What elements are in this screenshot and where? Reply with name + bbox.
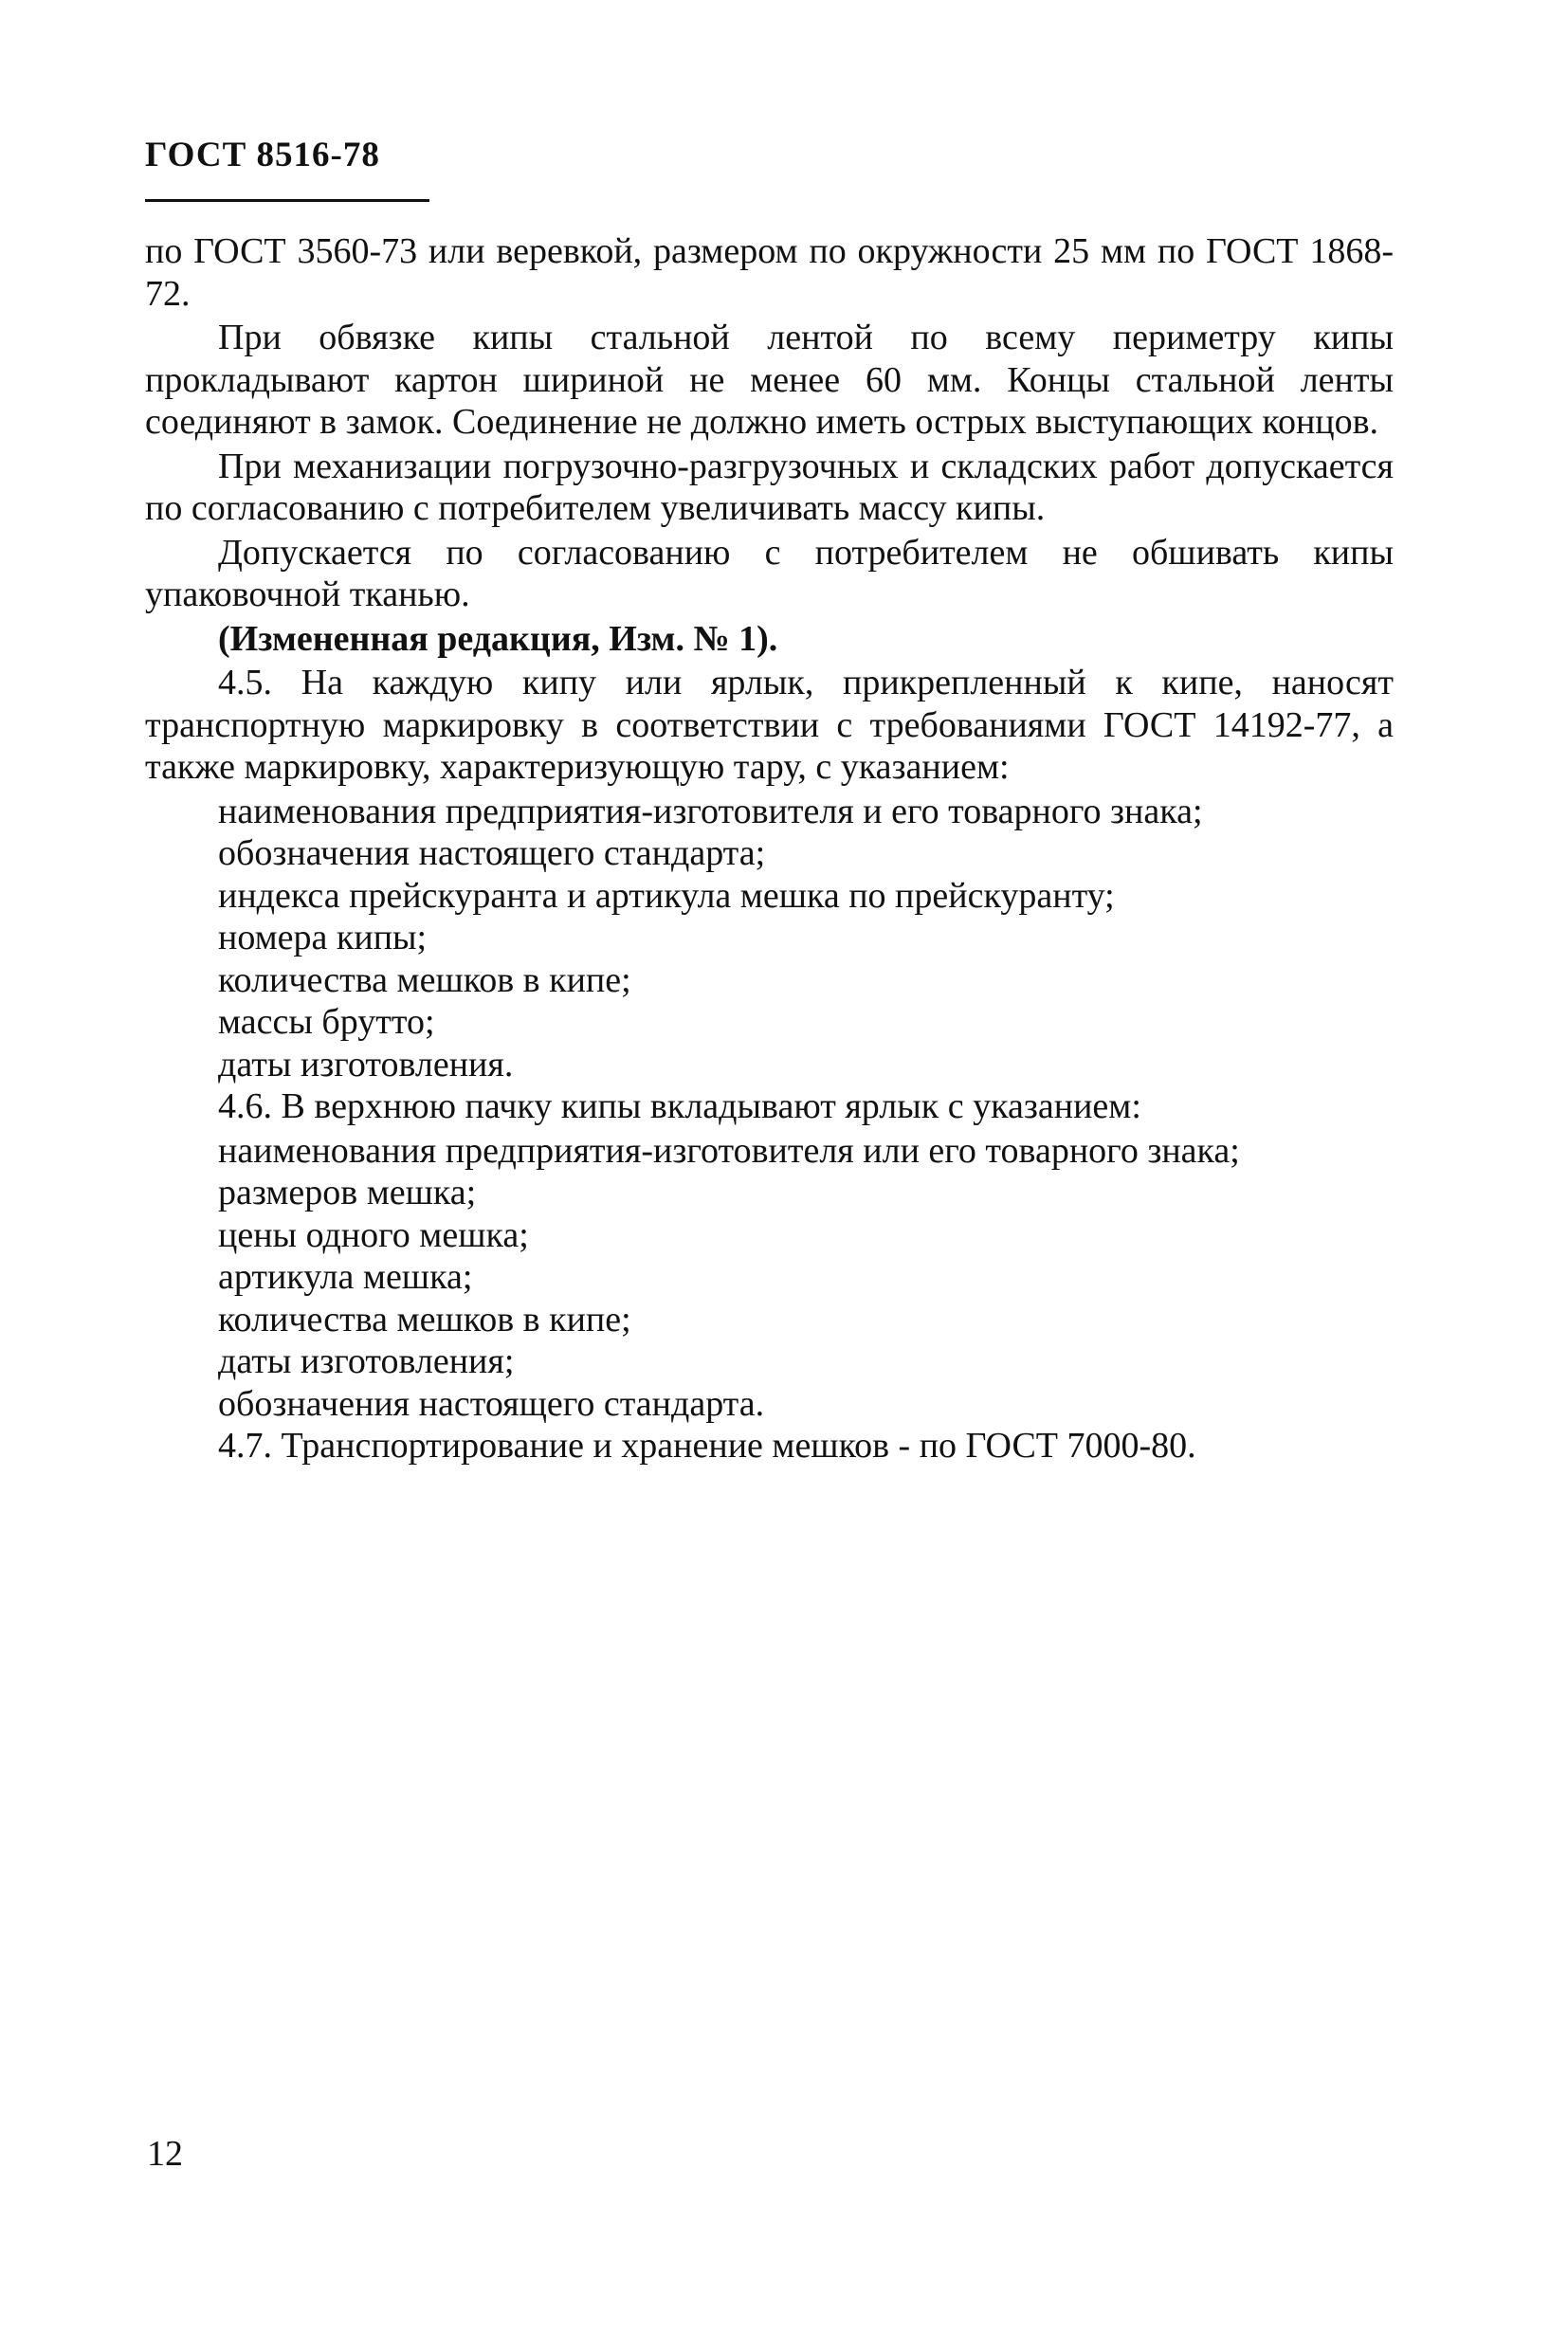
document-header: ГОСТ 8516-78 [145, 136, 380, 174]
header-rule [145, 199, 429, 202]
list-item: наименования предприятия-изготовителя или его товарного знака; [218, 1130, 1240, 1171]
list-item: цены одного мешка; [218, 1214, 529, 1255]
list-item: массы брутто; [218, 1002, 435, 1042]
document-body [145, 230, 1394, 1469]
list-item: наименования предприятия-изготовителя и его товарного знака; [218, 791, 1203, 831]
page-number: 12 [147, 2134, 183, 2174]
section-4-5: 4.5. На каждую кипу или ярлык, прикрепленный к кипе, наносят транспортную маркировку в соответствии с требованиями ГОСТ 14192-77, а также маркировку, характеризующую тару, с указанием: [145, 663, 1394, 787]
list-item: артикула мешка; [218, 1257, 473, 1297]
paragraph-steel-band: При обвязке кипы стальной лентой по всему периметру кипы прокладывают картон шириной не менее 60 мм. Концы стальной ленты соединяют в замок. Соединение не должно иметь острых выступающих концов. [145, 318, 1394, 442]
list-item: обозначения настоящего стандарта. [218, 1383, 765, 1424]
list-item: даты изготовления. [218, 1044, 514, 1084]
list-item: количества мешков в кипе; [218, 959, 631, 1000]
paragraph-mechanization: При механизации погрузочно-разгрузочных и складских работ допускается по согласованию с потребителем увеличивать массу кипы. [145, 446, 1394, 528]
list-item: обозначения настоящего стандарта; [218, 833, 766, 873]
list-item: даты изготовления; [218, 1341, 515, 1381]
list-4-5 [145, 791, 1394, 1086]
list-item: размеров мешка; [218, 1173, 477, 1212]
list-item: номера кипы; [218, 918, 428, 957]
section-4-7: 4.7. Транспортирование и хранение мешков - по ГОСТ 7000-80. [218, 1426, 1196, 1466]
list-item: индекса прейскуранта и артикула мешка по прейскуранту; [218, 875, 1115, 916]
section-4-6: 4.6. В верхнюю пачку кипы вкладывают ярлык с указанием: [218, 1086, 1141, 1126]
paragraph-wrapping: Допускается по согласованию с потребителем не обшивать кипы упаковочной тканью. [145, 532, 1394, 614]
list-4-6 [145, 1130, 1394, 1426]
amendment-note: (Измененная редакция, Изм. № 1). [218, 618, 778, 659]
list-item: количества мешков в кипе; [218, 1299, 631, 1340]
paragraph-continuation: по ГОСТ 3560-73 или веревкой, размером по окружности 25 мм по ГОСТ 1868-72. [145, 231, 1394, 314]
